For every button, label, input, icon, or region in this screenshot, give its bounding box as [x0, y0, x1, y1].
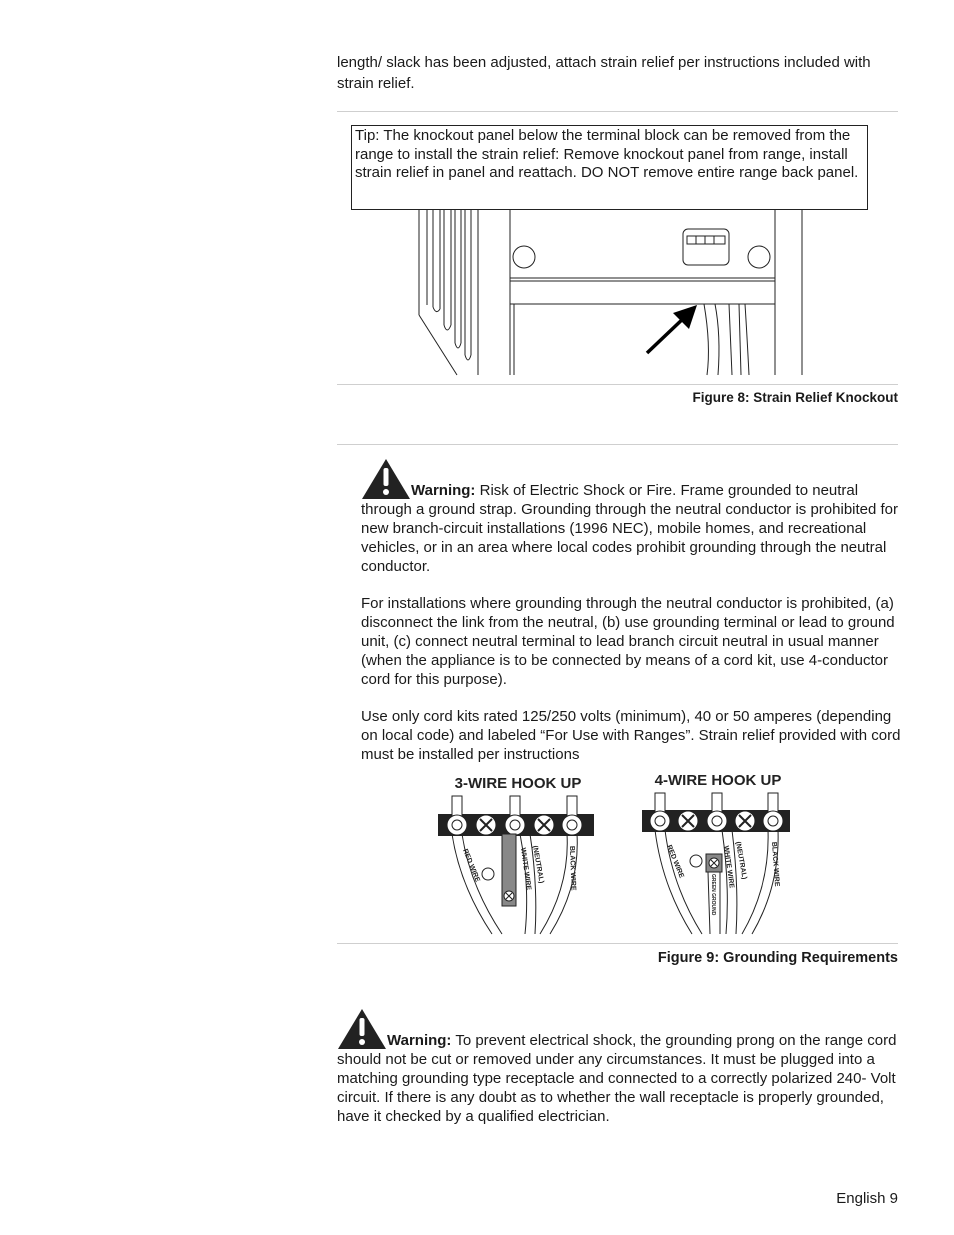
figure-8-caption: Figure 8: Strain Relief Knockout [692, 390, 898, 405]
green-ground-label: GREEN GROUND [710, 874, 716, 916]
three-wire-title: 3-WIRE HOOK UP [454, 775, 582, 792]
page-number: English 9 [836, 1190, 898, 1207]
divider [337, 384, 898, 385]
divider [337, 444, 898, 445]
warning-triangle-icon [337, 1008, 387, 1050]
four-wire-title: 4-WIRE HOOK UP [654, 772, 782, 789]
warning-2-label: Warning: [387, 1032, 452, 1049]
white-wire-label: WHITE WIRE [519, 847, 532, 891]
three-wire-diagram [438, 796, 594, 934]
warning-1 [361, 458, 906, 576]
divider [337, 111, 898, 112]
black-wire-label: BLACK WIRE [568, 845, 577, 891]
neutral-label: (NEUTRAL) [531, 845, 545, 884]
grounding-paragraph: For installations where grounding through the neutral conductor is prohibited, (a) disconnect the link from the neutral, (b) use grounding terminal or lead to ground unit, (c) connect neutral terminal to lead branch circuit neutral in usual manner (when the appliance is to be connected by means of a cord kit, use 4-conductor cord for this purpose). [361, 595, 895, 688]
cord-kit-paragraph: Use only cord kits rated 125/250 volts (minimum), 40 or 50 amperes (depending on local code) and labeled “For Use with Ranges”. Strain relief provided with cord must be installed per instructions [361, 708, 901, 763]
four-wire-diagram [642, 793, 790, 934]
red-wire-label: RED WIRE [461, 848, 481, 884]
tip-box [351, 125, 868, 210]
strain-relief-illustration [337, 205, 898, 380]
warning-1-label: Warning: [411, 482, 476, 499]
black-wire-label: BLACK WIRE [770, 841, 781, 887]
red-wire-label: RED WIRE [665, 844, 685, 880]
warning-2-text: To prevent electrical shock, the grounding prong on the range cord should not be cut or removed under any circumstances. It must be plugged into a matching grounding type receptacle and connected to a correctly polarized 240- Volt circuit. If there is any doubt as to whether the wall receptacle is properly grounded, have it checked by a qualified electrician. [337, 1032, 897, 1125]
warning-1-text: Risk of Electric Shock or Fire. Frame grounded to neutral through a ground strap. Grounding through the neutral conductor is prohibited for new branch-circuit installations (1996 NEC), mobile homes, and recreational vehicles, or in an area where local codes prohibit grounding through the neutral conductor. [361, 482, 899, 575]
figure-9-caption: Figure 9: Grounding Requirements [657, 950, 898, 966]
warning-triangle-icon [361, 458, 411, 500]
intro-paragraph: length/ slack has been adjusted, attach strain relief per instructions included with strain relief. [337, 54, 871, 92]
neutral-label: (NEUTRAL) [734, 841, 748, 880]
grounding-requirements-diagram [430, 766, 800, 938]
warning-2 [337, 1008, 902, 1126]
white-wire-label: WHITE WIRE [722, 845, 735, 889]
tip-text: Tip: The knockout panel below the terminal block can be removed from the range to install the strain relief: Remove knockout panel from range, install strain relief in panel and reattach. DO NOT remove entire range back panel. [355, 127, 859, 182]
divider [337, 943, 898, 944]
